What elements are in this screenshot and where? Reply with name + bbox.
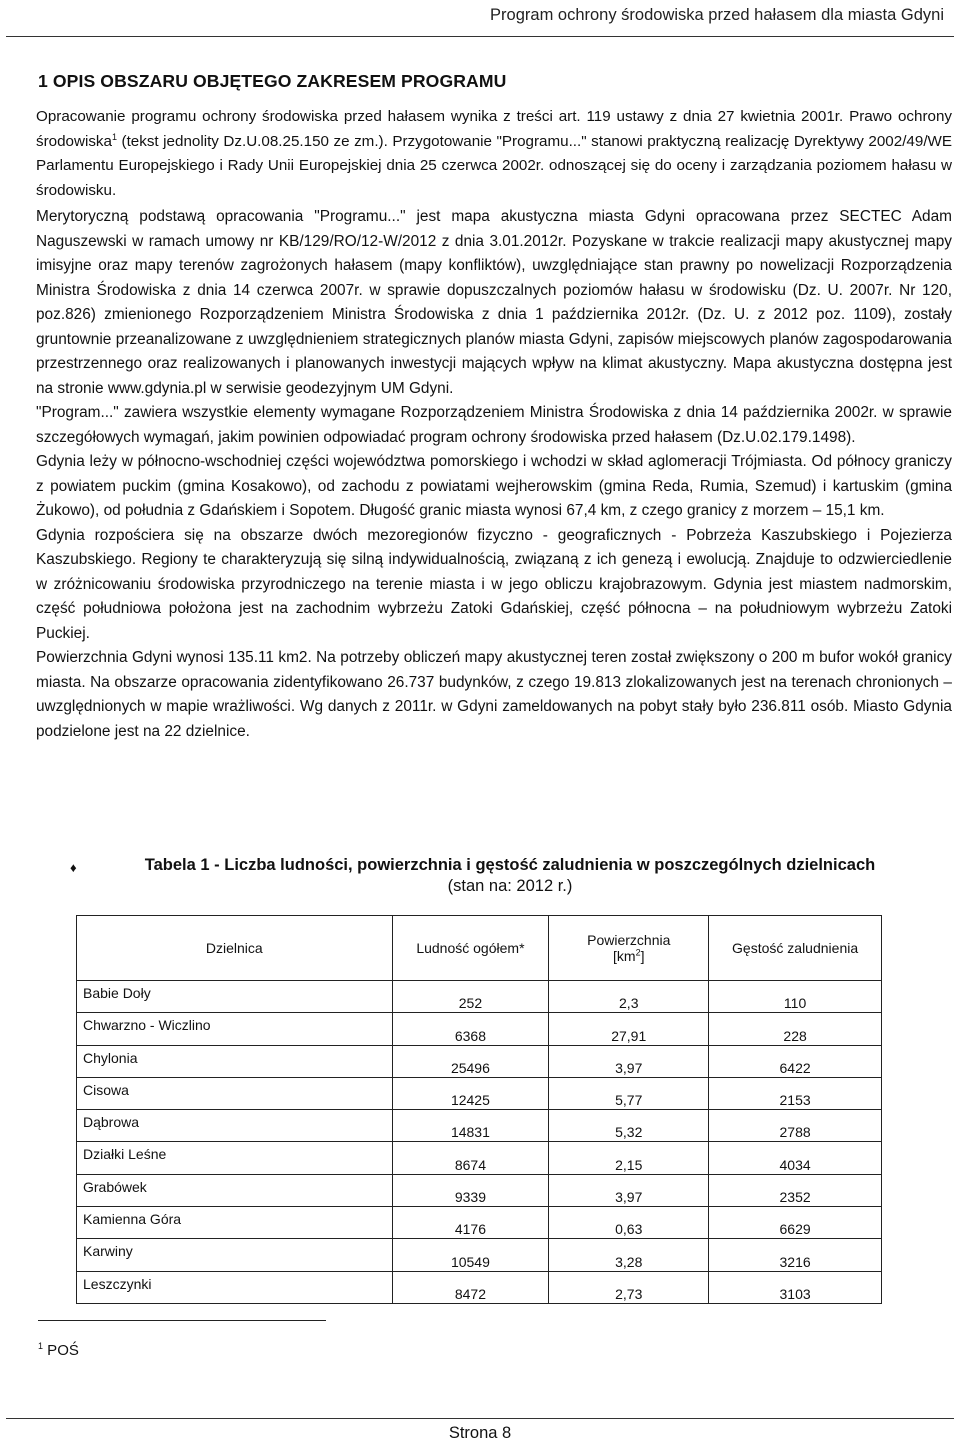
table-row xyxy=(77,1013,882,1045)
area-header-line1: Powierzchnia xyxy=(587,932,671,948)
paragraph-6: Powierzchnia Gdyni wynosi 135.11 km2. Na potrzeby obliczeń mapy akustycznej teren został zwiększony o 200 m bufor wokół granicy miasta. Na obszarze opracowania zidentyfikowano 26.737 budynków, z czego 19.813 zlokalizowanych jest na terenach chronionych – uwzględnionych w mapie wrażliwości. Wg danych z 2011r. w Gdyni zameldowanych na pobyt stały było 236.811 osób. Miasto Gdynia podzielone jest na 22 dzielnice. xyxy=(36,649,952,740)
cell-area: 2,73 xyxy=(549,1271,709,1303)
cell-population: 4176 xyxy=(392,1207,549,1239)
cell-district: Babie Doły xyxy=(77,981,393,1013)
table-row xyxy=(77,1142,882,1174)
cell-district: Działki Leśne xyxy=(77,1142,393,1174)
cell-density: 4034 xyxy=(709,1142,882,1174)
cell-population: 6368 xyxy=(392,1013,549,1045)
table-row xyxy=(77,981,882,1013)
paragraph-2: Merytoryczną podstawą opracowania "Programu..." jest mapa akustyczna miasta Gdyni opracowana przez SECTEC Adam Naguszewski w ramach umowy nr KB/129/RO/12-W/2012 z dnia 3.01.2012r. Pozyskane w trakcie realizacji mapy akustycznej mapy imisyjne oraz mapy terenów zagrożonych hałasem (mapy konfliktów), uwzględniające stan prawny po nowelizacji Rozporządzenia Ministra Środowiska z dnia 14 czerwca 2007r. w sprawie dopuszczalnych poziomów hałasu w środowisku (Dz. U. 2007r. Nr 120, poz.826) zmienionego Rozporządzeniem Ministra Środowiska z dnia 1 października 2012r. (Dz. U. z 2012 poz. 1109), zostały gruntownie przeanalizowane z uwzględnieniem strategicznych planów miasta Gdyni, zapisów miejscowych planów zagospodarowania przestrzennego oraz realizowanych i planowanych inwestycji mających wpływ na klimat akustyczny. Mapa akustyczna dostępna jest na stronie www.gdynia.pl w serwisie geodezyjnym UM Gdyni. xyxy=(36,208,952,397)
cell-area: 5,77 xyxy=(549,1077,709,1109)
cell-area: 5,32 xyxy=(549,1110,709,1142)
paragraph-1-text-b: (tekst jednolity Dz.U.08.25.150 ze zm.). Przygotowanie "Programu..." stanowi praktyczną realizację Dyrektywy 2002/49/WE Parlamentu Europejskiego i Rady Unii Europejskiej dnia 25 czerwca 2002r. odnoszącej się do oceny i zarządzania poziomem hałasu w środowisku. xyxy=(36,132,952,199)
cell-density: 2352 xyxy=(709,1174,882,1206)
cell-district: Kamienna Góra xyxy=(77,1207,393,1239)
cell-population: 8472 xyxy=(392,1271,549,1303)
cell-population: 252 xyxy=(392,981,549,1013)
cell-area: 3,97 xyxy=(549,1045,709,1077)
paragraph-5: Gdynia rozpościera się na obszarze dwóch mezoregionów fizyczno - geograficznych - Pobrzeża Kaszubskiego i Pojezierza Kaszubskiego. Regiony te charakteryzują się silną indywidualnością, związaną z ich genezą i ewolucją. Znajduje to odzwierciedlenie w zróżnicowaniu środowiska przyrodniczego na terenie miasta i w jego obliczu krajobrazowym. Gdynia jest miastem nadmorskim, część południowa położona jest na zachodnim wybrzeżu Zatoki Gdańskiej, część północna – na południowym wybrzeżu Zatoki Puckiej. xyxy=(36,526,952,642)
table-caption xyxy=(70,856,900,896)
paragraph-4: Gdynia leży w północno-wschodniej części województwa pomorskiego i wchodzi w skład aglomeracji Trójmiasta. Od północy graniczy z powiatem puckim (gmina Kosakowo), od zachodu z powiatami wejherowskim (gmina Reda, Rumia, Szemud) i kartuskim (gmina Żukowo), od południa z Gdańskiem i Sopotem. Długość granic miasta wynosi 67,4 km, z czego granicy z morzem – 15,1 km. xyxy=(36,453,952,519)
body-text xyxy=(8,205,952,744)
cell-density: 2788 xyxy=(709,1110,882,1142)
table-row xyxy=(77,1239,882,1271)
cell-population: 25496 xyxy=(392,1045,549,1077)
cell-district: Karwiny xyxy=(77,1239,393,1271)
cell-density: 3103 xyxy=(709,1271,882,1303)
table-row xyxy=(77,1077,882,1109)
cell-district: Chwarzno - Wiczlino xyxy=(77,1013,393,1045)
cell-density: 228 xyxy=(709,1013,882,1045)
cell-district: Chylonia xyxy=(77,1045,393,1077)
district-table xyxy=(76,915,882,1304)
cell-density: 110 xyxy=(709,981,882,1013)
column-header-density: Gęstość zaludnienia xyxy=(709,916,882,981)
column-header-district: Dzielnica xyxy=(77,916,393,981)
area-header-unit: [km xyxy=(613,948,636,964)
footnote-text: POŚ xyxy=(43,1342,79,1359)
table-row xyxy=(77,1045,882,1077)
footnote xyxy=(38,1342,79,1359)
cell-population: 14831 xyxy=(392,1110,549,1142)
cell-area: 0,63 xyxy=(549,1207,709,1239)
cell-population: 8674 xyxy=(392,1142,549,1174)
paragraph-1-text-a: Opracowanie programu ochrony środowiska przed hałasem wynika z treści art. 119 ustawy z dnia 27 kwietnia 2001r. Prawo ochrony środowiska xyxy=(36,108,952,150)
diamond-bullet-icon: ♦ xyxy=(70,860,77,875)
column-header-population: Ludność ogółem* xyxy=(392,916,549,981)
footer-rule xyxy=(6,1418,954,1419)
cell-district: Leszczynki xyxy=(77,1271,393,1303)
column-header-area xyxy=(549,916,709,981)
table-row xyxy=(77,1207,882,1239)
cell-population: 9339 xyxy=(392,1174,549,1206)
section-heading: 1 OPIS OBSZARU OBJĘTEGO ZAKRESEM PROGRAMU xyxy=(38,71,507,91)
area-header-close: ] xyxy=(640,948,645,964)
table-subtitle: (stan na: 2012 r.) xyxy=(447,877,573,895)
cell-area: 3,28 xyxy=(549,1239,709,1271)
cell-area: 2,3 xyxy=(549,981,709,1013)
table-row xyxy=(77,1110,882,1142)
page-number: Strona 8 xyxy=(448,1424,512,1442)
running-header: Program ochrony środowiska przed hałasem dla miasta Gdyni xyxy=(490,6,944,24)
paragraph-3: "Program..." zawiera wszystkie elementy wymagane Rozporządzeniem Ministra Środowiska z dnia 14 października 2002r. w sprawie szczegółowych wymagań, jakim powinien odpowiadać program ochrony środowiska przed hałasem (Dz.U.02.179.1498). xyxy=(36,404,952,446)
table-row xyxy=(77,1271,882,1303)
cell-population: 12425 xyxy=(392,1077,549,1109)
table-header-row xyxy=(77,916,882,981)
cell-density: 2153 xyxy=(709,1077,882,1109)
cell-area: 27,91 xyxy=(549,1013,709,1045)
table-title: Tabela 1 - Liczba ludności, powierzchnia i gęstość zaludnienia w poszczególnych dzielnicach xyxy=(144,856,876,874)
cell-population: 10549 xyxy=(392,1239,549,1271)
cell-density: 3216 xyxy=(709,1239,882,1271)
cell-district: Grabówek xyxy=(77,1174,393,1206)
cell-area: 3,97 xyxy=(549,1174,709,1206)
cell-density: 6422 xyxy=(709,1045,882,1077)
footnote-mark: 1 xyxy=(38,1341,44,1351)
header-rule xyxy=(6,36,954,37)
cell-district: Cisowa xyxy=(77,1077,393,1109)
cell-district: Dąbrowa xyxy=(77,1110,393,1142)
area-header-sup: 2 xyxy=(635,947,641,958)
cell-area: 2,15 xyxy=(549,1142,709,1174)
footnote-ref[interactable]: 1 xyxy=(111,131,117,142)
table-row xyxy=(77,1174,882,1206)
paragraph-1 xyxy=(8,105,952,203)
cell-density: 6629 xyxy=(709,1207,882,1239)
footnote-rule xyxy=(38,1320,326,1321)
